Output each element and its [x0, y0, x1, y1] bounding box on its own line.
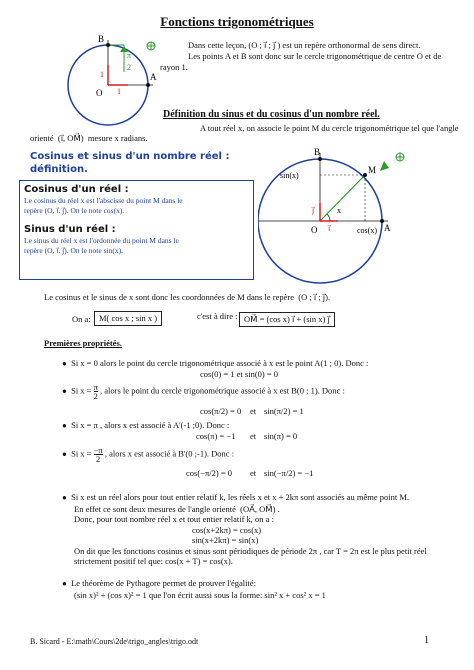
point-b	[318, 157, 322, 161]
label-x: x	[337, 206, 341, 215]
bullet-dot: ●	[62, 579, 67, 588]
bullet-dot: ●	[62, 449, 67, 459]
cos-box-text1: Le cosinus du réel x est l'abscisse du point M dans le	[24, 196, 183, 205]
definition-heading: Définition du sinus et du cosinus d'un nombre réel.	[163, 109, 380, 120]
label-cos-x: cos(x)	[357, 226, 377, 235]
property-3-sin: sin(π) = 0	[264, 431, 298, 441]
label-b: B	[98, 34, 105, 44]
point-b	[106, 43, 110, 47]
label-o: O	[96, 88, 103, 98]
property-4-sin: sin(−π/2) = −1	[264, 468, 314, 478]
intro-block	[188, 40, 468, 61]
coords-line: Le cosinus et le sinus de x sont donc les coordonnées de M dans le repère (O ; i⃗ ; j⃗).	[44, 292, 331, 302]
intro-line1: Dans cette leçon, (O ; i⃗ ; j⃗ ) est un repère orthonormal de sens direct.	[188, 40, 421, 50]
definition-box	[19, 180, 254, 280]
sin-box-text1: Le sinus du réel x est l'ordonnée du point M dans le	[24, 236, 179, 245]
angle-arc	[327, 214, 330, 221]
label-a: A	[384, 223, 391, 233]
property-5: ● Si x est un réel alors pour tout entier relatif k, les réels x et x + 2kπ sont associés au même point M. En effet ce sont deux mesures de l'angle orienté (OA⃗, OM⃗) . Donc, pour tout nombre réel x et tout entier relatif k, on a : cos(x+2kπ) = cos(x) sin(x+2kπ) = sin(x) On dit que les fonctions cosinus et sinus sont périodiques de période 2π , car T = 2π est le plus petit réel strictement positif tel que: cos(x + T) = cos(x).	[62, 492, 427, 566]
label-a: A	[150, 72, 157, 82]
fraction-pi-over-2: $\frac{\pi}{2}$	[93, 382, 98, 401]
label-m: M	[368, 165, 377, 175]
bullet-dot: ●	[62, 359, 67, 368]
property-4-et: et	[250, 468, 257, 478]
label-two: 2	[127, 63, 131, 72]
unit-circle-figure-small	[58, 32, 168, 132]
section-title: Cosinus et sinus d'un nombre réel : définition.	[30, 151, 230, 175]
footer-path: B. Sicard - E:\math\Cours\2de\trigo_angles\trigo.odt	[30, 637, 199, 646]
property-1-formula: cos(0) = 1 et sin(0) = 0	[200, 369, 279, 379]
definition-line1: A tout réel x, on associe le point M du cercle trigonométrique tel que l'angle	[200, 123, 459, 133]
rotation-direction-icon	[147, 42, 155, 50]
angle-mark	[108, 45, 124, 72]
label-j: j⃗	[312, 206, 315, 215]
bullet-dot: ●	[62, 421, 67, 430]
property-3: ● Si x = π , alors x est associé à A'(-1 ;0). Donc :	[62, 420, 230, 430]
property-3-cos: cos(π) = −1	[196, 431, 236, 441]
property-3-et: et	[250, 431, 257, 441]
sin-box-title: Sinus d'un réel :	[24, 224, 116, 235]
fraction-minus-pi-over-2: $\frac{-\pi}{2}$	[93, 445, 103, 464]
vector-om-box: OM⃗ = (cos x) i⃗ + (sin x) j⃗	[239, 312, 335, 327]
on-a-label: On a:	[72, 314, 91, 324]
label-pi: π	[127, 51, 132, 60]
label-i: i⃗	[328, 224, 331, 233]
page-number: 1	[424, 635, 429, 646]
cest-a-dire: c'est à dire :	[197, 311, 238, 321]
point-m	[363, 173, 367, 177]
bullet-dot: ●	[62, 493, 67, 502]
property-6: ● Le théorème de Pythagore permet de prouver l'égalité: (sin x)² + (cos x)² = 1 que l'on écrit aussi sous la forme: sin² x + cos² x = 1	[62, 578, 326, 600]
page-title: Fonctions trigonométriques	[160, 14, 314, 29]
arrow-head	[380, 161, 389, 171]
intro-line2: Les points A et B sont donc sur le cercle trigonométrique de centre O et de	[188, 50, 442, 61]
label-b: B	[314, 147, 321, 157]
sin-box-text2: repère (O, i⃗, j⃗). On le note sin(x).	[24, 246, 123, 255]
point-a	[146, 83, 150, 87]
segment-om	[320, 175, 365, 221]
intro-line3: rayon 1.	[160, 62, 188, 72]
m-coordinates-box: M( cos x ; sin x )	[94, 311, 162, 326]
label-sin-x: sin(x)	[280, 171, 299, 180]
unit-circle-figure-large	[258, 143, 418, 293]
cos-box-title: Cosinus d'un réel :	[24, 184, 129, 195]
label-o: O	[311, 225, 318, 235]
property-4-cos: cos(−π/2) = 0	[186, 468, 232, 478]
label-one-vertical: 1	[100, 70, 104, 79]
property-1: ● Si x = 0 alors le point du cercle trigonométrique associé à x est le point A(1 ; 0). Donc :	[62, 358, 369, 368]
rotation-direction-icon	[396, 153, 404, 161]
properties-heading: Premières propriétés.	[44, 338, 122, 348]
definition-line2: orienté (i⃗, OM⃗) mesure x radians.	[30, 133, 148, 143]
cos-box-text2: repère (O, i⃗, j⃗). On le note cos(x).	[24, 206, 125, 215]
property-2-cos: cos(π/2) = 0	[200, 406, 242, 416]
property-4: ● Si x = $\frac{-\pi}{2}$ , alors x est associé à B'(0 ;-1). Donc :	[62, 445, 235, 464]
property-2-sin: sin(π/2) = 1	[264, 406, 304, 416]
property-2: ● Si x = $\frac{\pi}{2}$ , alors le point du cercle trigonométrique associé à x est B(0 ; 1). Donc :	[62, 382, 345, 401]
bullet-dot: ●	[62, 386, 67, 396]
property-2-et: et	[250, 406, 257, 416]
label-one-horizontal: 1	[117, 87, 121, 96]
